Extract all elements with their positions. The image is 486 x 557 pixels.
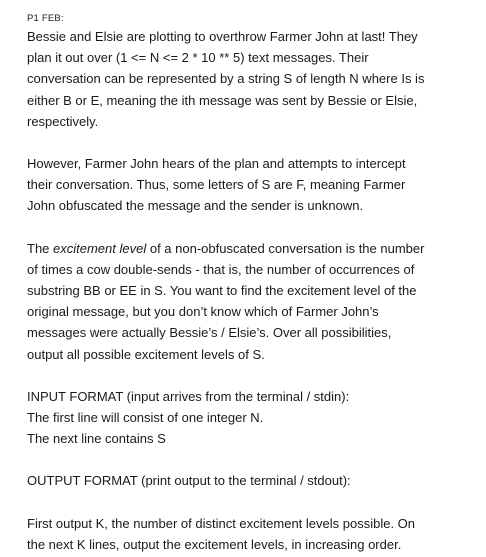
text-fragment: of a non-obfuscated conversation is the number	[146, 240, 425, 256]
text-line: the next K lines, output the excitement levels, in increasing order.	[27, 536, 402, 552]
text-line: original message, but you don’t know which of Farmer John’s	[27, 304, 379, 320]
document-page	[27, 13, 479, 555]
paragraph-interception	[27, 153, 479, 217]
text-line: John obfuscated the message and the sender is unknown.	[27, 198, 364, 214]
text-line: First output K, the number of distinct excitement levels possible. On	[27, 515, 416, 531]
text-line: output all possible excitement levels of S.	[27, 346, 265, 362]
text-line: conversation can be represented by a string S of length N where Is is	[27, 71, 425, 87]
paragraph-excitement	[27, 238, 479, 365]
paragraph-output-details	[27, 513, 479, 555]
text-line: The next line contains S	[27, 431, 166, 447]
paragraph-intro	[27, 26, 479, 132]
text-line: substring BB or EE in S. You want to find the excitement level of the	[27, 283, 417, 299]
section-heading-input: INPUT FORMAT (input arrives from the terminal / stdin):	[27, 388, 350, 404]
paragraph-output-format	[27, 470, 479, 491]
text-line: of times a cow double-sends - that is, the number of occurrences of	[27, 261, 415, 277]
text-line	[27, 238, 479, 259]
text-line: their conversation. Thus, some letters of S are F, meaning Farmer	[27, 177, 406, 193]
text-fragment: The	[27, 240, 54, 256]
section-heading-output: OUTPUT FORMAT (print output to the terminal / stdout):	[27, 473, 351, 489]
text-line: messages were actually Bessie’s / Elsie’s. Over all possibilities,	[27, 325, 392, 341]
text-line: The first line will consist of one integer N.	[27, 410, 264, 426]
text-line: respectively.	[27, 113, 99, 129]
emphasized-term: excitement level	[53, 240, 147, 256]
text-line: plan it out over (1 <= N <= 2 * 10 ** 5) text messages. Their	[27, 50, 369, 66]
paragraph-input-format	[27, 386, 479, 450]
text-line: Bessie and Elsie are plotting to overthrow Farmer John at last! They	[27, 29, 418, 44]
text-line: either B or E, meaning the ith message was sent by Bessie or Elsie,	[27, 92, 418, 108]
problem-label: P1 FEB:	[27, 13, 64, 24]
text-line: However, Farmer John hears of the plan and attempts to intercept	[27, 156, 406, 172]
